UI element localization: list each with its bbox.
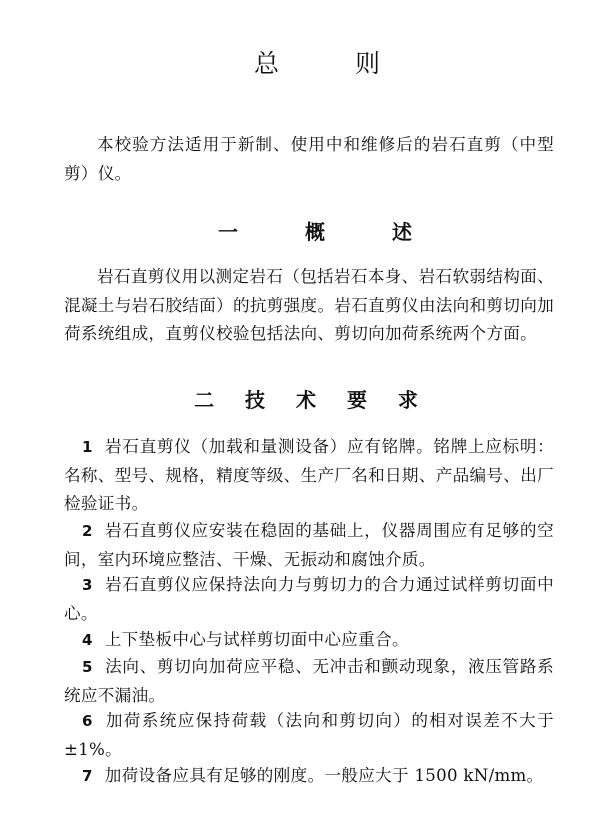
requirement-item: [64, 653, 554, 710]
item-number: 4: [82, 631, 93, 649]
item-number: 5: [82, 658, 93, 676]
overview-paragraph: 岩石直剪仪用以测定岩石（包括岩石本身、岩石软弱结构面、混凝土与岩石胶结面）的抗剪强度。岩石直剪仪由法向和剪切向加荷系统组成，直剪仪校验包括法向、剪切向加荷系统两个方面。: [64, 267, 554, 343]
requirement-item: [64, 433, 554, 519]
item-text: 岩石直剪仪（加载和量测设备）应有铭牌。铭牌上应标明：名称、型号、规格，精度等级、生产厂名和日期、产品编号、出厂检验证书。: [64, 437, 554, 513]
item-text: 岩石直剪仪应保持法向力与剪切力的合力通过试样剪切面中心。: [64, 575, 554, 623]
item-text: 岩石直剪仪应安装在稳固的基础上，仪器周围应有足够的空间，室内环境应整洁、干燥、无振动和腐蚀介质。: [64, 521, 554, 569]
section-heading-technical-requirements: 二 技 术 要 求: [194, 388, 430, 412]
intro-paragraph: 本校验方法适用于新制、使用中和维修后的岩石直剪（中型剪）仪。: [64, 135, 554, 183]
requirement-item: [64, 571, 554, 628]
requirement-item: [64, 626, 554, 655]
item-text: 法向、剪切向加荷应平稳、无冲击和颤动现象，液压管路系统应不漏油。: [64, 657, 554, 705]
item-number: 1: [82, 438, 93, 456]
item-number: 3: [82, 576, 93, 594]
item-text: 加荷设备应具有足够的刚度。一般应大于 1500 kN/mm。: [104, 766, 544, 785]
item-text: 上下垫板中心与试样剪切面中心应重合。: [104, 630, 409, 649]
item-text: 加荷系统应保持荷载（法向和剪切向）的相对误差不大于±1%。: [64, 711, 554, 759]
item-number: 6: [82, 712, 93, 730]
item-number: 2: [82, 522, 93, 540]
item-number: 7: [82, 767, 93, 785]
requirement-item: [64, 517, 554, 574]
page-title: 总 则: [254, 49, 414, 78]
requirement-item: [64, 762, 554, 791]
section-heading-overview: 一 概 述: [218, 220, 442, 244]
requirement-item: [64, 707, 554, 764]
